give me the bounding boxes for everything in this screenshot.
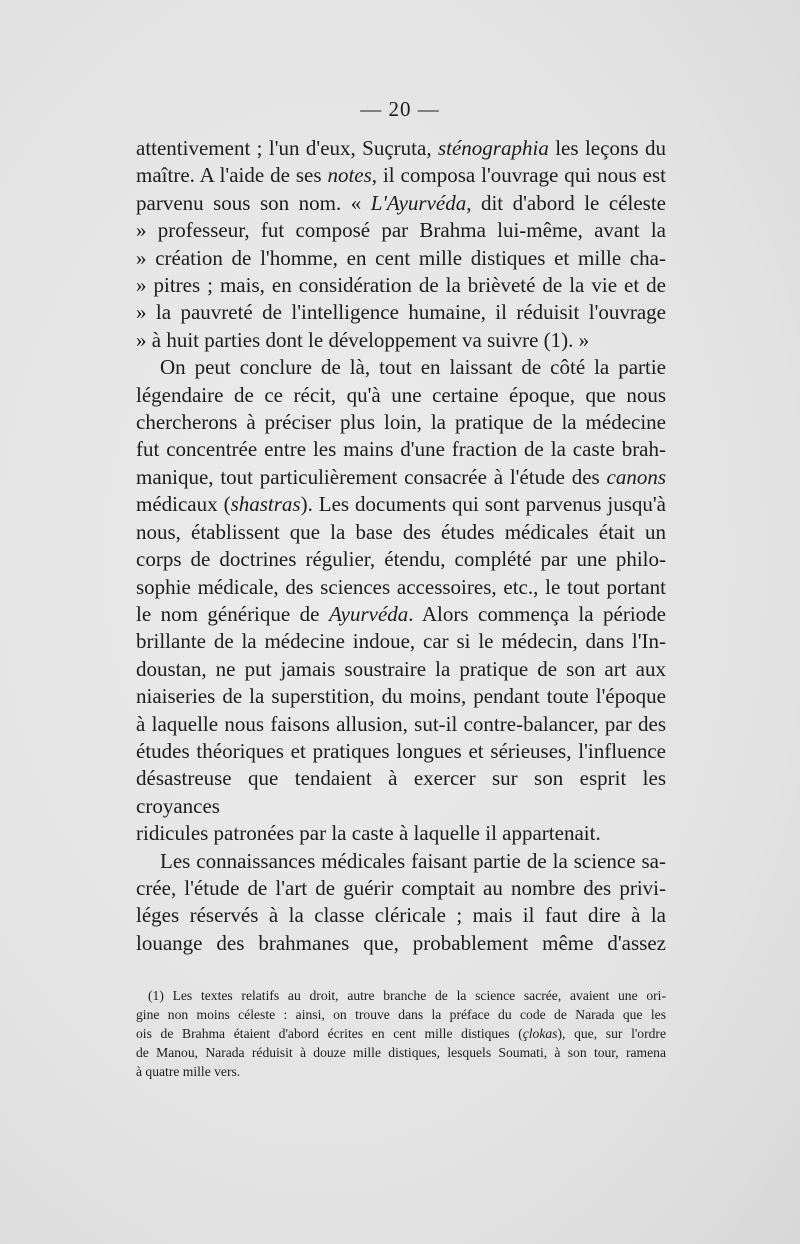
italic-term: Ayurvéda <box>328 601 409 626</box>
text-line: » création de l'homme, en cent mille distiques et mille cha- <box>136 245 666 270</box>
paragraph <box>136 354 666 847</box>
text-line: chercherons à préciser plus loin, la pratique de la médecine <box>136 410 666 435</box>
text-line: le nom générique de Ayurvéda. Alors commença la période <box>136 601 666 626</box>
italic-term: L'Ayurvéda <box>370 190 467 215</box>
text-line: parvenu sous son nom. « L'Ayurvéda, dit d'abord le céleste <box>136 190 667 215</box>
text-line: » à huit parties dont le développement va suivre (1). » <box>136 327 590 352</box>
text-line: brillante de la médecine indoue, car si le médecin, dans l'In- <box>136 629 666 654</box>
text-line: doustan, ne put jamais soustraire la pratique de son art aux <box>136 656 666 681</box>
text-line: On peut conclure de là, tout en laissant de côté la partie <box>160 355 666 380</box>
italic-term: sténographia <box>437 136 549 160</box>
text-line: manique, tout particulièrement consacrée à l'étude des canons <box>136 464 666 489</box>
footnote-line: ois de Brahma étaient d'abord écrites en cent mille distiques (çlokas), que, sur l'ordre <box>136 1026 666 1041</box>
paragraph <box>136 848 666 958</box>
text-line: corps de doctrines régulier, étendu, complété par une philo- <box>136 547 666 572</box>
body-text <box>136 135 666 957</box>
text-line: fut concentrée entre les mains d'une fraction de la caste brah- <box>136 437 666 462</box>
text-line: à laquelle nous faisons allusion, sut-il contre-balancer, par des <box>136 711 666 736</box>
text-line: légendaire de ce récit, qu'à une certaine époque, que nous <box>136 382 666 407</box>
text-line: désastreuse que tendaient à exercer sur son esprit les croyances <box>136 766 666 818</box>
text-line: louange des brahmanes que, probablement même d'assez <box>136 930 666 955</box>
page-number: — 20 — <box>360 97 440 121</box>
text-line: ridicules patronées par la caste à laquelle il appartenait. <box>136 821 601 846</box>
footnote-line: (1) Les textes relatifs au droit, autre branche de la science sacrée, avaient une ori- <box>148 988 666 1003</box>
italic-term: çlokas <box>522 1026 558 1041</box>
italic-term: shastras <box>230 492 301 517</box>
text-line: léges réservés à la classe cléricale ; mais il faut dire à la <box>136 903 666 928</box>
text-line: crée, l'étude de l'art de guérir comptait au nombre des privi- <box>136 875 666 900</box>
paragraph <box>136 135 666 354</box>
text-line: attentivement ; l'un d'eux, Suçruta, sténographia les leçons du <box>136 136 666 160</box>
footnote <box>136 986 666 1081</box>
footnote-line: à quatre mille vers. <box>136 1064 241 1079</box>
text-line: » professeur, fut composé par Brahma lui-même, avant la <box>136 218 666 243</box>
italic-term: notes <box>327 163 372 188</box>
text-line: médicaux (shastras). Les documents qui sont parvenus jusqu'à <box>136 492 666 517</box>
text-line: sophie médicale, des sciences accessoires, etc., le tout portant <box>136 574 666 599</box>
text-line: Les connaissances médicales faisant partie de la science sa- <box>160 848 666 873</box>
italic-term: canons <box>606 464 666 489</box>
text-line: niaiseries de la superstition, du moins, pendant toute l'époque <box>136 684 666 709</box>
footnote-line: de Manou, Narada réduisit à douze mille distiques, lesquels Soumati, à son tour, ramena <box>136 1045 666 1060</box>
footnote-line: gine non moins céleste : ainsi, on trouve dans la préface du code de Narada que les <box>136 1007 666 1022</box>
text-line: maître. A l'aide de ses notes, il composa l'ouvrage qui nous est <box>136 163 666 188</box>
text-line: » pitres ; mais, en considération de la brièveté de la vie et de <box>136 273 666 298</box>
text-line: études théoriques et pratiques longues et sérieuses, l'influence <box>136 738 666 763</box>
text-line: nous, établissent que la base des études médicales était un <box>136 519 666 544</box>
text-line: » la pauvreté de l'intelligence humaine, il réduisit l'ouvrage <box>136 300 666 325</box>
